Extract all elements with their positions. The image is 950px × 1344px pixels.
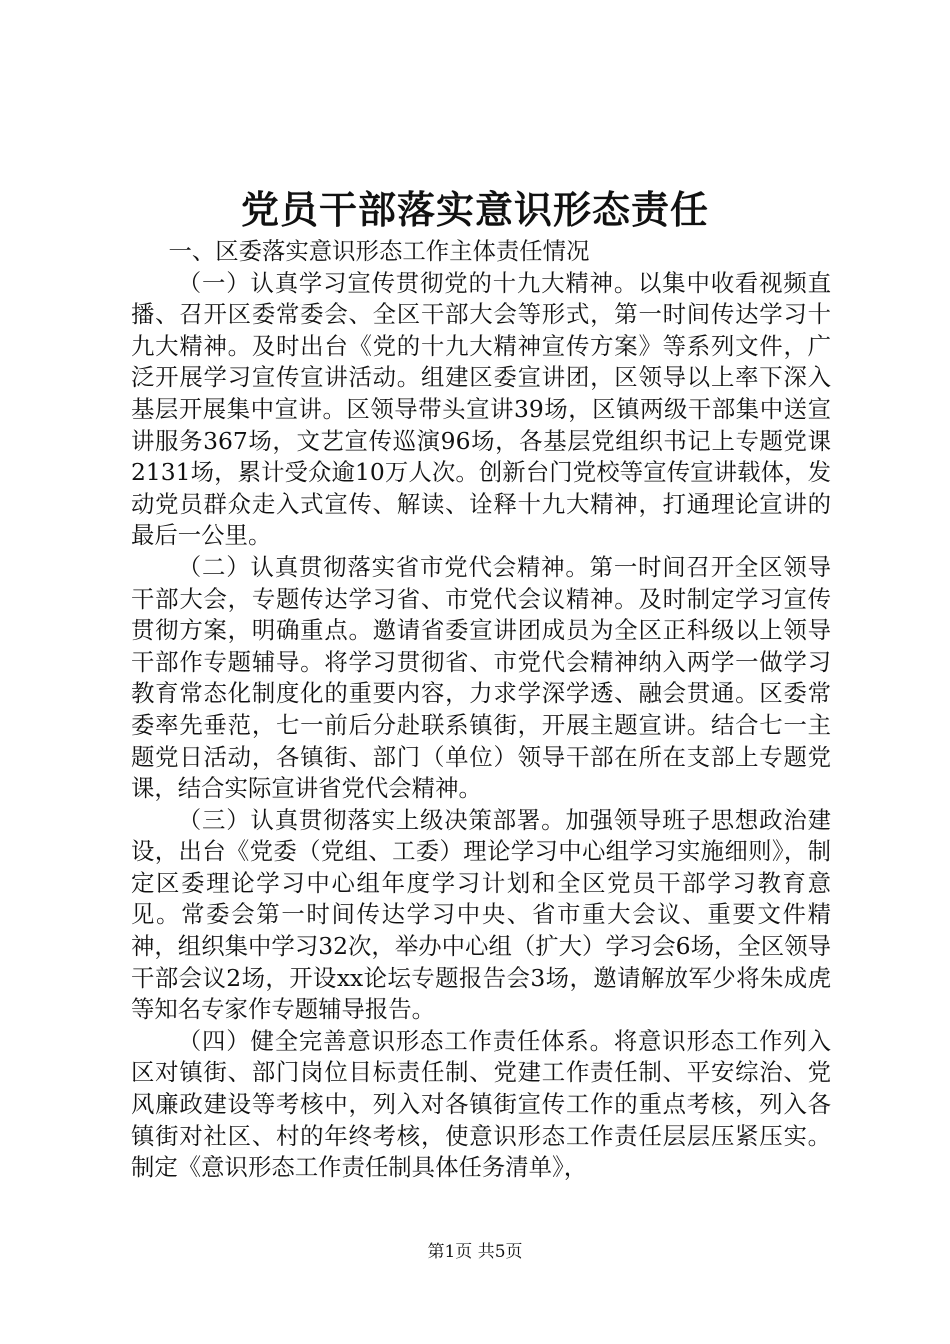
document-title: 党员干部落实意识形态责任 — [240, 187, 709, 233]
section-heading: 一、区委落实意识形态工作主体责任情况 — [168, 237, 590, 265]
paragraph-1: （一）认真学习宣传贯彻党的十九大精神。以集中收看视频直播、召开区委常委会、全区干部大会等形式，第一时间传达学习十九大精神。及时出台《党的十九大精神宣传方案》等系列文件，广泛开展学习宣传宣讲活动。组建区委宣讲团，区领导以上率下深入基层开展集中宣讲。区领导带头宣讲39场，区镇两级干部集中送宣讲服务367场，文艺宣传巡演96场，各基层党组织书记上专题党课2131场，累计受众逾10万人次。创新台门党校等宣传宣讲载体，发动党员群众走入式宣传、解读、诠释十九大精神，打通理论宣讲的最后一公里。 — [131, 268, 831, 550]
paragraph-3: （三）认真贯彻落实上级决策部署。加强领导班子思想政治建设，出台《党委（党组、工委）理论学习中心组学习实施细则》，制定区委理论学习中心组年度学习计划和全区党员干部学习教育意见。常委会第一时间传达学习中央、省市重大会议、重要文件精神，组织集中学习32次，举办中心组（扩大）学习会6场，全区领导干部会议2场，开设xx论坛专题报告会3场，邀请解放军少将朱成虎等知名专家作专题辅导报告。 — [131, 805, 831, 1024]
page-footer: 第1页 共5页 — [427, 1242, 523, 1262]
paragraph-2: （二）认真贯彻落实省市党代会精神。第一时间召开全区领导干部大会，专题传达学习省、市党代会议精神。及时制定学习宣传贯彻方案，明确重点。邀请省委宣讲团成员为全区正科级以上领导干部作专题辅导。将学习贯彻省、市党代会精神纳入两学一做学习教育常态化制度化的重要内容，力求学深学透、融会贯通。区委常委率先垂范，七一前后分赴联系镇街，开展主题宣讲。结合七一主题党日活动，各镇街、部门（单位）领导干部在所在支部上专题党课，结合实际宣讲省党代会精神。 — [131, 552, 831, 803]
paragraph-4: （四）健全完善意识形态工作责任体系。将意识形态工作列入区对镇街、部门岗位目标责任制、党建工作责任制、平安综治、党风廉政建设等考核中，列入对各镇街宣传工作的重点考核，列入各镇街对社区、村的年终考核，使意识形态工作责任层层压紧压实。制定《意识形态工作责任制具体任务清单》， — [131, 1026, 831, 1182]
document-body — [131, 236, 831, 1184]
